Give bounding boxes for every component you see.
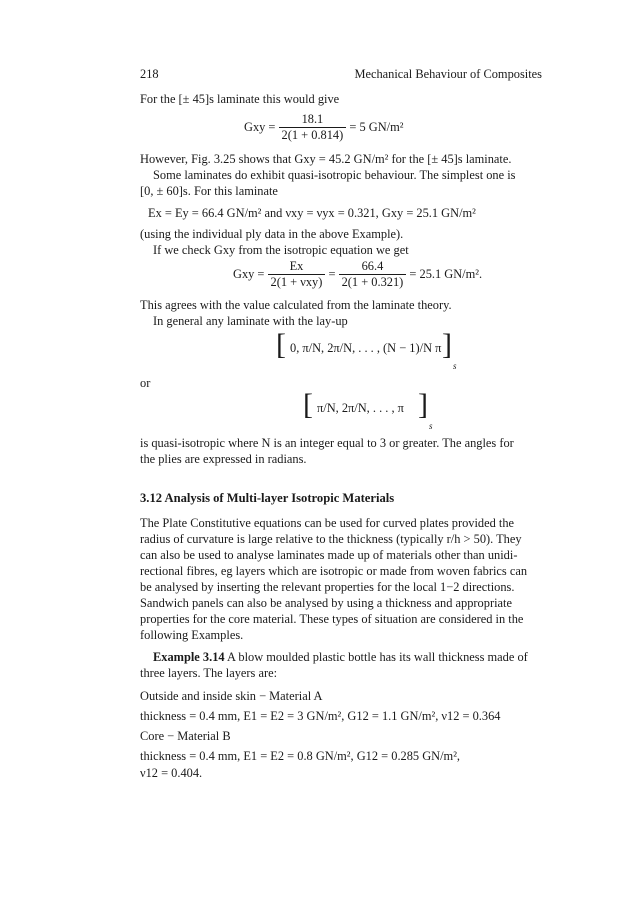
para1-line2: Some laminates do exhibit quasi-isotropic behaviour. The simplest one is — [153, 168, 516, 182]
eq3-mid: = — [328, 267, 336, 282]
para1-line1: However, Fig. 3.25 shows that Gxy = 45.2 GN/m² for the [± 45]s laminate. — [140, 152, 512, 166]
layup1-content: 0, π/N, 2π/N, . . . , (N − 1)/N π — [290, 341, 442, 355]
eq3-rhs: = 25.1 GN/m². — [409, 267, 483, 282]
para5-line1: The Plate Constitutive equations can be used for curved plates provided the — [140, 516, 515, 530]
example-line1 — [153, 649, 528, 666]
para2-line1: (using the individual ply data in the above Example). — [140, 227, 404, 241]
layup1-subscript: s — [453, 361, 457, 371]
para5-line5: be analysed by inserting the relevant properties for the local 1−2 directions. — [140, 580, 515, 594]
material-a-props: thickness = 0.4 mm, E1 = E2 = 3 GN/m², G12 = 1.1 GN/m², ν12 = 0.364 — [140, 709, 501, 723]
para5-line6: Sandwich panels can also be analysed by using a thickness and appropriate — [140, 596, 512, 610]
or-word: or — [140, 376, 151, 390]
equation-isotropic-check — [233, 259, 482, 290]
example-label: Example 3.14 — [153, 650, 225, 664]
section-heading: 3.12 Analysis of Multi-layer Isotropic Materials — [140, 491, 395, 505]
eq3-fraction1 — [268, 259, 326, 290]
para2-line2: If we check Gxy from the isotropic equation we get — [153, 243, 409, 257]
equation-gxy-45 — [244, 112, 403, 143]
eq3-numerator2: 66.4 — [339, 259, 407, 275]
material-b-title: Core − Material B — [140, 729, 231, 743]
para5-line2: radius of curvature is large relative to the thickness (typically r/h > 50). They — [140, 532, 522, 546]
equation-laminate-props: Ex = Ey = 66.4 GN/m² and νxy = νyx = 0.321, Gxy = 25.1 GN/m² — [148, 206, 476, 220]
eq1-numerator: 18.1 — [279, 112, 347, 128]
para3-line2: In general any laminate with the lay-up — [153, 314, 348, 328]
eq3-denominator1: 2(1 + νxy) — [270, 275, 323, 289]
eq1-rhs: = 5 GN/m² — [349, 120, 404, 135]
para5-line4: rectional fibres, eg layers which are isotropic or made from woven fabrics can — [140, 564, 528, 578]
eq3-fraction2 — [339, 259, 407, 290]
example-text: A blow moulded plastic bottle has its wall thickness made of — [224, 650, 528, 664]
eq1-denominator: 2(1 + 0.814) — [281, 128, 344, 142]
para5-line7: properties for the core material. These types of situation are considered in the — [140, 612, 524, 626]
intro-line: For the [± 45]s laminate this would give — [140, 92, 340, 106]
layup2-subscript: s — [429, 421, 433, 431]
material-a-title: Outside and inside skin − Material A — [140, 689, 323, 703]
para4-line1: is quasi-isotropic where N is an integer equal to 3 or greater. The angles for — [140, 436, 514, 450]
eq3-lhs: Gxy = — [233, 267, 265, 282]
material-b-props-line2: ν12 = 0.404. — [140, 766, 203, 780]
running-title: Mechanical Behaviour of Composites — [354, 67, 542, 81]
para4-line2: the plies are expressed in radians. — [140, 452, 307, 466]
eq3-numerator1: Ex — [268, 259, 326, 275]
layup2-left-bracket: [ — [303, 388, 313, 421]
material-b-props-line1: thickness = 0.4 mm, E1 = E2 = 0.8 GN/m², G12 = 0.285 GN/m², — [140, 749, 461, 763]
para5-line3: can also be used to analyse laminates made up of materials other than unidi- — [140, 548, 518, 562]
eq1-fraction — [279, 112, 347, 143]
layup1-right-bracket: ] — [442, 328, 452, 361]
para1-line3: [0, ± 60]s. For this laminate — [140, 184, 278, 198]
example-line2: three layers. The layers are: — [140, 666, 278, 680]
layup2-right-bracket: ] — [418, 388, 428, 421]
para3-line1: This agrees with the value calculated from the laminate theory. — [140, 298, 452, 312]
page-number: 218 — [140, 67, 159, 81]
para5-line8: following Examples. — [140, 628, 244, 642]
eq3-denominator2: 2(1 + 0.321) — [341, 275, 404, 289]
layup2-content: π/N, 2π/N, . . . , π — [317, 401, 404, 415]
layup1-left-bracket: [ — [276, 328, 286, 361]
eq1-lhs: Gxy = — [244, 120, 276, 135]
